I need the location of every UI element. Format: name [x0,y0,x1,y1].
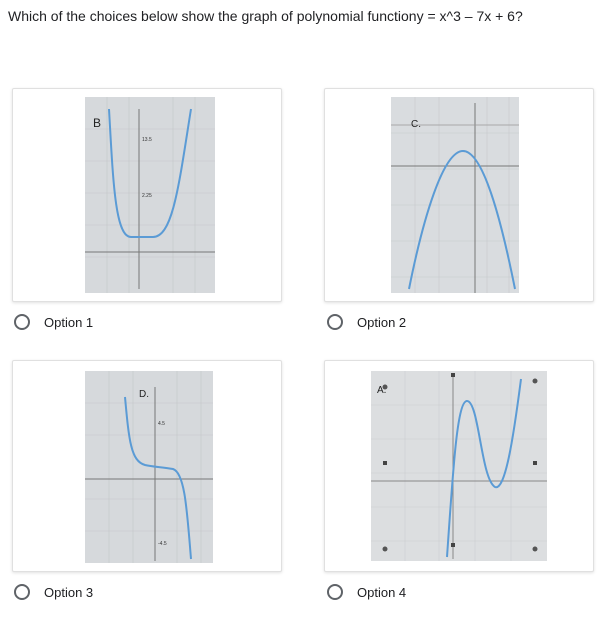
option-2-label: Option 2 [357,314,407,330]
option-3-graph [13,361,281,571]
option-1-label: Option 1 [44,314,94,330]
option-2-radio[interactable] [327,314,343,330]
option-1-graph [13,89,281,301]
option-4-radio[interactable] [327,584,343,600]
question-text: Which of the choices below show the graph of polynomial functiony = x^3 – 7x + 6? [8,8,523,24]
option-3-label: Option 3 [44,584,94,600]
option-2-image [324,88,594,302]
tick-label: -4.5 [158,541,167,547]
option-2-graph [325,89,593,301]
option-2[interactable] [327,314,406,330]
option-3-letter: D. [139,389,149,400]
option-1-image [12,88,282,302]
option-3-radio[interactable] [14,584,30,600]
option-2-letter: C. [411,119,421,130]
option-4-letter: A. [377,385,387,396]
option-4-label: Option 4 [357,584,407,600]
tick-label: 13.5 [142,137,152,143]
tick-label: 2.25 [142,193,152,199]
option-1[interactable] [14,314,93,330]
option-1-radio[interactable] [14,314,30,330]
option-3[interactable] [14,584,93,600]
option-3-image [12,360,282,572]
tick-label: 4.5 [158,421,165,427]
option-4-graph [325,361,593,571]
option-4-image [324,360,594,572]
option-4[interactable] [327,584,406,600]
option-1-letter: B [93,116,102,130]
